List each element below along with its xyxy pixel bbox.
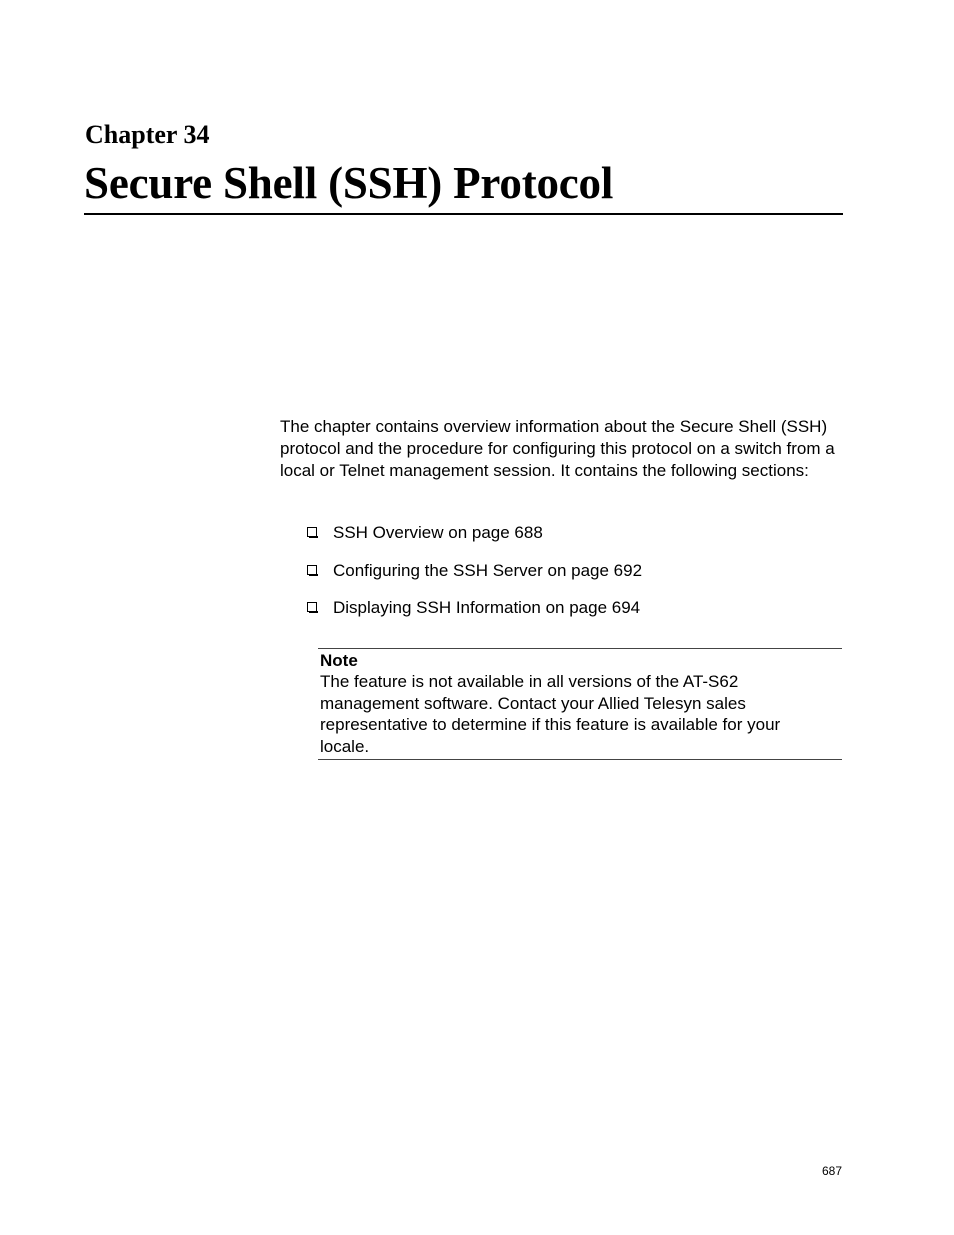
checkbox-bullet-icon — [307, 565, 317, 575]
note-heading: Note — [320, 651, 358, 670]
checkbox-bullet-icon — [307, 527, 317, 537]
chapter-label: Chapter 34 — [85, 120, 210, 149]
section-link-displaying-ssh-information[interactable]: Displaying SSH Information on page 694 — [333, 598, 641, 617]
note-box — [318, 648, 842, 760]
section-list-item — [307, 559, 642, 597]
section-link-configuring-ssh-server[interactable]: Configuring the SSH Server on page 692 — [333, 560, 643, 580]
section-list-item — [307, 596, 642, 634]
intro-paragraph: The chapter contains overview information about the Secure Shell (SSH) protocol and the procedure for configuring this protocol on a switch from a local or Telnet management session. It contains the following sections: — [280, 417, 835, 480]
page-number: 687 — [822, 1164, 843, 1178]
note-body: The feature is not available in all versions of the AT-S62 management software. Contact your Allied Telesyn sales representative to determine if this feature is available for your locale. — [320, 672, 781, 756]
section-list — [307, 521, 642, 634]
checkbox-bullet-icon — [307, 602, 317, 612]
chapter-title: Secure Shell (SSH) Protocol — [84, 158, 614, 208]
section-list-item — [307, 521, 642, 559]
section-link-ssh-overview[interactable]: SSH Overview on page 688 — [333, 523, 543, 542]
title-underline — [84, 213, 843, 215]
